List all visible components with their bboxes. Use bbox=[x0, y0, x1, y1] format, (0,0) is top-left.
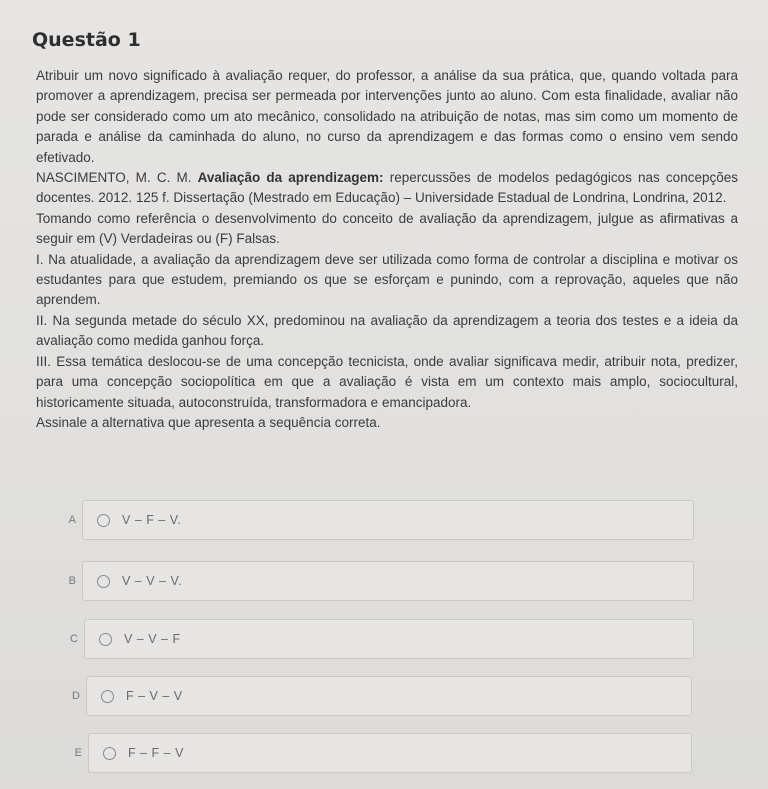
option-letter: A bbox=[68, 514, 76, 526]
option-c[interactable] bbox=[58, 619, 694, 659]
radio-circle-icon[interactable] bbox=[99, 633, 112, 646]
option-text: V – F – V. bbox=[122, 513, 182, 527]
option-d[interactable] bbox=[60, 676, 692, 716]
question-paragraph: Atribuir um novo significado à avaliação requer, do professor, a análise da sua prática, que, quando voltada para promover a aprendizagem, precisa ser permeada por intervenções junto ao aluno. Com esta finalidade, avaliar não pode ser considerado como um ato mecânico, consolidado na atribuição de notas, mas sim como um momento de parada e análise da caminhada do aluno, no curso da aprendizagem e das formas como o ensino vem sendo efetivado. bbox=[36, 68, 738, 165]
statement-3: III. Essa temática deslocou-se de uma concepção tecnicista, onde avaliar significava medir, atribuir nota, predizer, para uma concepção sociopolítica em que a avaliação é vista em um contexto mais amplo, sociocultural, historicamente situada, autoconstruída, transformadora e emancipadora. bbox=[36, 353, 738, 410]
reference-citation bbox=[36, 168, 738, 209]
option-letter: D bbox=[72, 690, 80, 702]
radio-circle-icon[interactable] bbox=[101, 690, 114, 703]
option-text: F – V – V bbox=[126, 689, 183, 703]
option-box[interactable] bbox=[82, 500, 694, 540]
reference-details: repercussões de modelos pedagógicos nas concepções docentes. 2012. 125 f. Dissertação (Mestrado em Educação) – Universidade Estadual de Londrina, Londrina, 2012. bbox=[36, 170, 738, 206]
option-box[interactable] bbox=[82, 561, 694, 601]
question-title: Questão 1 bbox=[32, 29, 141, 51]
statement-1: I. Na atualidade, a avaliação da aprendizagem deve ser utilizada como forma de controlar a disciplina e motivar os estudantes para que estudem, premiando os que se esforçam e punindo, com a reprovação, aqueles que não aprendem. bbox=[36, 251, 738, 308]
option-letter: E bbox=[74, 747, 82, 759]
radio-circle-icon[interactable] bbox=[97, 575, 110, 588]
option-box[interactable] bbox=[84, 619, 694, 659]
reference-author: NASCIMENTO, M. C. M. bbox=[36, 170, 198, 186]
option-box[interactable] bbox=[86, 676, 692, 716]
option-b[interactable] bbox=[56, 561, 694, 601]
statement-2: II. Na segunda metade do século XX, predominou na avaliação da aprendizagem a teoria dos testes e a ideia da avaliação como medida ganhou força. bbox=[36, 312, 738, 349]
option-e[interactable] bbox=[62, 733, 692, 773]
question-instruction: Tomando como referência o desenvolvimento do conceito de avaliação da aprendizagem, julgue as afirmativas a seguir em (V) Verdadeiras ou (F) Falsas. bbox=[36, 210, 738, 247]
option-a[interactable] bbox=[56, 500, 694, 540]
radio-circle-icon[interactable] bbox=[97, 514, 110, 527]
option-letter: B bbox=[68, 575, 76, 587]
question-text bbox=[36, 66, 738, 433]
option-text: F – F – V bbox=[128, 746, 184, 760]
option-text: V – V – F bbox=[124, 632, 181, 646]
option-letter: C bbox=[70, 633, 78, 645]
option-box[interactable] bbox=[88, 733, 692, 773]
option-text: V – V – V. bbox=[122, 574, 183, 588]
reference-title: Avaliação da aprendizagem: bbox=[197, 170, 384, 186]
question-prompt: Assinale a alternativa que apresenta a sequência correta. bbox=[36, 414, 381, 430]
radio-circle-icon[interactable] bbox=[103, 747, 116, 760]
